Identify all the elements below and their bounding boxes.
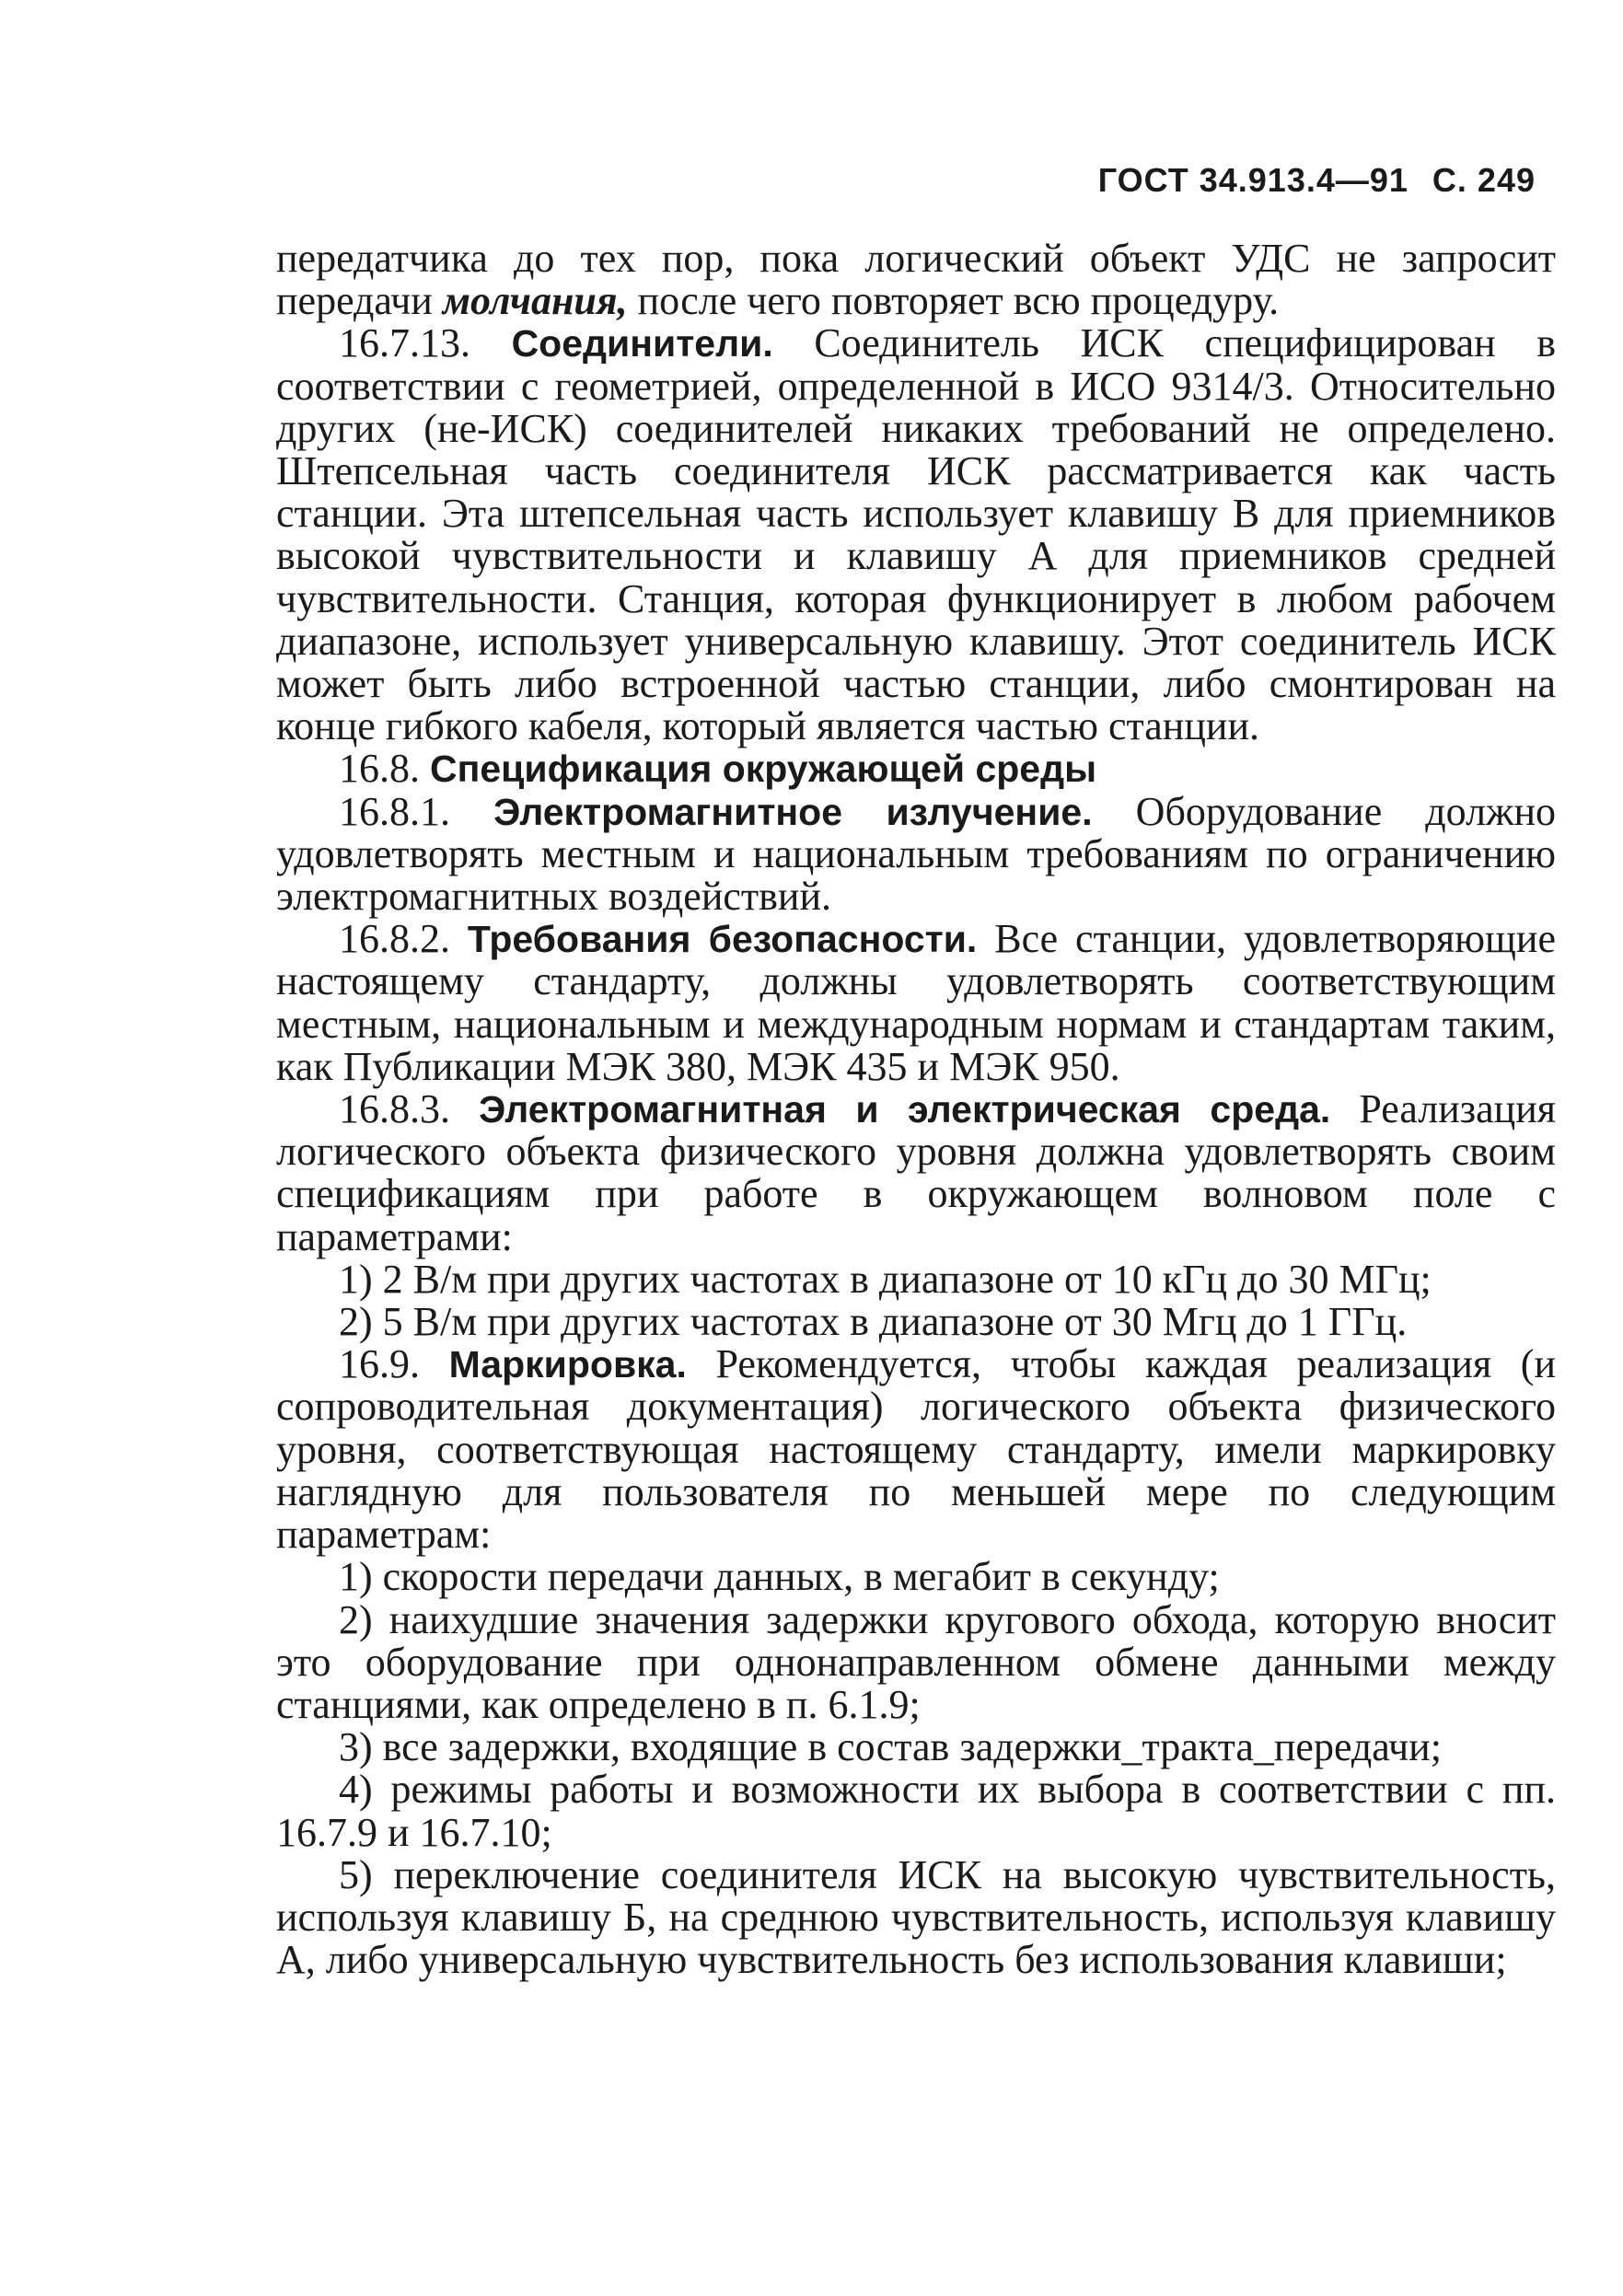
section-number: 16.7.13. <box>339 320 470 366</box>
section-number: 16.8. <box>339 746 420 792</box>
list-item: 1) скорости передачи данных, в мегабит в секунду; <box>339 1554 1220 1600</box>
section-16-9 <box>276 1343 1556 1556</box>
section-number: 16.8.1. <box>339 788 450 834</box>
section-title: Электромагнитное излучение. <box>493 790 1093 833</box>
list-item: 4) режимы работы и возможности их выбора в соответствии с пп. 16.7.9 и 16.7.10; <box>276 1767 1556 1855</box>
emphasis-term: молчания, <box>442 278 628 324</box>
list-item: 1) 2 В/м при других частотах в диапазоне от 10 кГц до 30 МГц; <box>339 1256 1432 1302</box>
document-body <box>276 238 1556 1981</box>
section-16-8-3 <box>276 1088 1556 1258</box>
standard-number: ГОСТ 34.913.4—91 <box>1097 161 1409 199</box>
list-item: 2) 5 В/м при других частотах в диапазоне от 30 Мгц до 1 ГГц. <box>339 1299 1408 1345</box>
section-text: Оборудование должно удовлетворять местным и национальным требованиям по ограничению электромагнитных воздействий. <box>276 788 1556 920</box>
section-number: 16.8.3. <box>339 1086 450 1132</box>
section-title: Электромагнитная и электрическая среда. <box>479 1088 1331 1131</box>
section-title: Соединители. <box>511 322 773 365</box>
section-title: Требования безопасности. <box>467 918 978 961</box>
page-number: С. 249 <box>1432 161 1536 199</box>
section-number: 16.8.2. <box>339 916 450 962</box>
list-item: 3) все задержки, входящие в состав задержки_тракта_передачи; <box>339 1724 1442 1770</box>
section-title: Спецификация окружающей среды <box>430 748 1097 791</box>
section-text: Соединитель ИСК специфицирован в соответствии с геометрией, определенной в ИСО 9314/3. Относительно других (не-ИСК) соединителей никаких требований не определено. Штепсельная часть соединителя ИСК рассматривается как часть станции. Эта штепсельная часть использует клавишу В для приемников высокой чувствительности и клавишу А для приемников средней чувствительности. Станция, которая функционирует в любом рабочем диапазоне, использует универсальную клавишу. Этот соединитель ИСК может быть либо встроенной частью станции, либо смонтирован на конце гибкого кабеля, который является частью станции. <box>276 320 1557 749</box>
section-16-8 <box>276 748 1556 790</box>
section-text: Реализация логического объекта физического уровня должна удовлетворять своим спецификациям при работе в окружающем волновом поле с параметрами: <box>276 1086 1557 1259</box>
section-16-8-1 <box>276 788 1556 920</box>
list-item: 2) наихудшие значения задержки кругового обхода, которую вносит это оборудование при однонаправленном обмене данными между станциями, как определено в п. 6.1.9; <box>276 1596 1556 1727</box>
section-number: 16.9. <box>339 1341 420 1387</box>
paragraph-continuation: передатчика до тех пор, пока логический объект УДС не запросит передачи молчания, после чего повторяет всю процедуру. <box>276 236 1556 324</box>
list-item: 5) переключение соединителя ИСК на высокую чувствительность, используя клавишу Б, на среднюю чувствительность, используя клавишу А, либо универсальную чувствительность без использования клавиши; <box>276 1851 1556 1983</box>
page-header <box>1098 161 1536 200</box>
section-title: Маркировка. <box>448 1343 687 1386</box>
section-16-8-2 <box>276 918 1556 1088</box>
section-text: Рекомендуется, чтобы каждая реализация (и сопроводительная документация) логического объекта физического уровня, соответствующая настоящему стандарту, имели маркировку наглядную для пользователя по меньшей мере по следующим параметрам: <box>276 1341 1557 1558</box>
section-text: Все станции, удовлетворяющие настоящему стандарту, должны удовлетворять соответствующим местным, национальным и международным нормам и стандартам таким, как Публикации МЭК 380, МЭК 435 и МЭК 950. <box>276 916 1557 1089</box>
section-16-7-13 <box>276 322 1556 748</box>
